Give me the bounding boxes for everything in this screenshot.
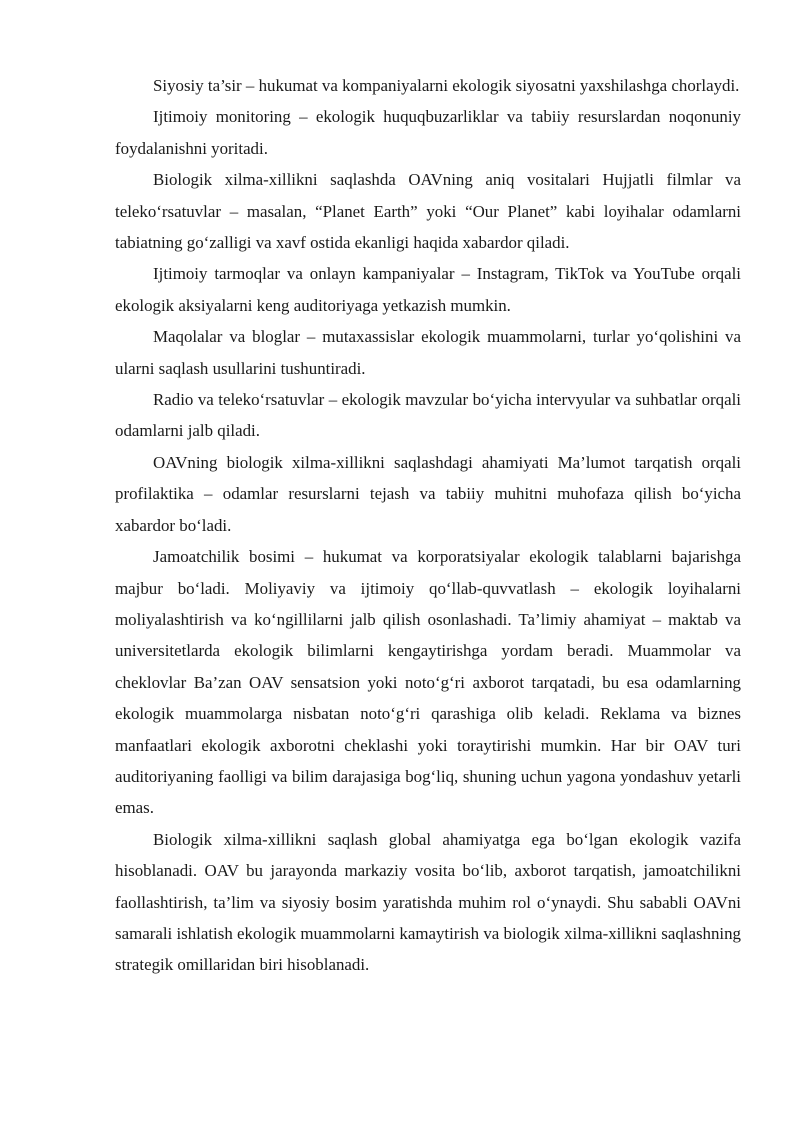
paragraph-conclusion: Biologik xilma-xillikni saqlash global ahamiyatga ega bo‘lgan ekologik vazifa hisoblanadi. OAV bu jarayonda markaziy vosita bo‘lib, axborot tarqatish, jamoatchilikni faollashtirish, ta’lim va siyosiy bosim yaratishda muhim rol o‘ynaydi. Shu sababli OAVni samarali ishlatish ekologik muammolarni kamaytirish va biologik xilma-xillikni saqlashning strategik omillaridan biri hisoblanadi. (115, 829, 741, 975)
paragraph-radio-tv: Radio va teleko‘rsatuvlar – ekologik mavzular bo‘yicha intervyular va suhbatlar orqali odamlarni jalb qiladi. (115, 390, 741, 441)
paragraph-media-importance: OAVning biologik xilma-xillikni saqlashdagi ahamiyati Ma’lumot tarqatish orqali profilaktika – odamlar resurslarni tejash va tabiiy muhitni muhofaza qilish bo‘yicha xabardor bo‘ladi. (115, 452, 741, 535)
paragraph-political-influence: Siyosiy ta’sir – hukumat va kompaniyalarni ekologik siyosatni yaxshilashga chorlaydi. (153, 76, 740, 95)
paragraph-social-monitoring: Ijtimoiy monitoring – ekologik huquqbuzarliklar va tabiiy resurslardan noqonuniy foydalanishni yoritadi. (115, 107, 741, 158)
paragraph-social-networks: Ijtimoiy tarmoqlar va onlayn kampaniyalar – Instagram, TikTok va YouTube orqali ekologik aksiyalarni keng auditoriyaga yetkazish mumkin. (115, 264, 741, 315)
paragraph-articles-blogs: Maqolalar va bloglar – mutaxassislar ekologik muammolarni, turlar yo‘qolishini va ularni saqlash usullarini tushuntiradi. (115, 327, 741, 378)
document-page (115, 70, 741, 981)
paragraph-documentaries: Biologik xilma-xillikni saqlashda OAVning aniq vositalari Hujjatli filmlar va teleko‘rsatuvlar – masalan, “Planet Earth” yoki “Our Planet” kabi loyihalar odamlarni tabiatning go‘zalligi va xavf ostida ekanligi haqida xabardor qiladi. (115, 170, 741, 253)
paragraph-public-pressure: Jamoatchilik bosimi – hukumat va korporatsiyalar ekologik talablarni bajarishga majbur bo‘ladi. Moliyaviy va ijtimoiy qo‘llab-quvvatlash – ekologik loyihalarni moliyalashtirish va ko‘ngillilarni jalb qilish osonlashadi. Ta’limiy ahamiyat – maktab va universitetlarda ekologik bilimlarni kengaytirishga yordam beradi. Muammolar va cheklovlar Ba’zan OAV sensatsion yoki noto‘g‘ri axborot tarqatadi, bu esa odamlarning ekologik muammolarga nisbatan noto‘g‘ri qarashiga olib keladi. Reklama va biznes manfaatlari ekologik axborotni cheklashi yoki toraytirishi mumkin. Har bir OAV turi auditoriyaning faolligi va bilim darajasiga bog‘liq, shuning uchun yagona yondashuv yetarli emas. (115, 547, 741, 818)
